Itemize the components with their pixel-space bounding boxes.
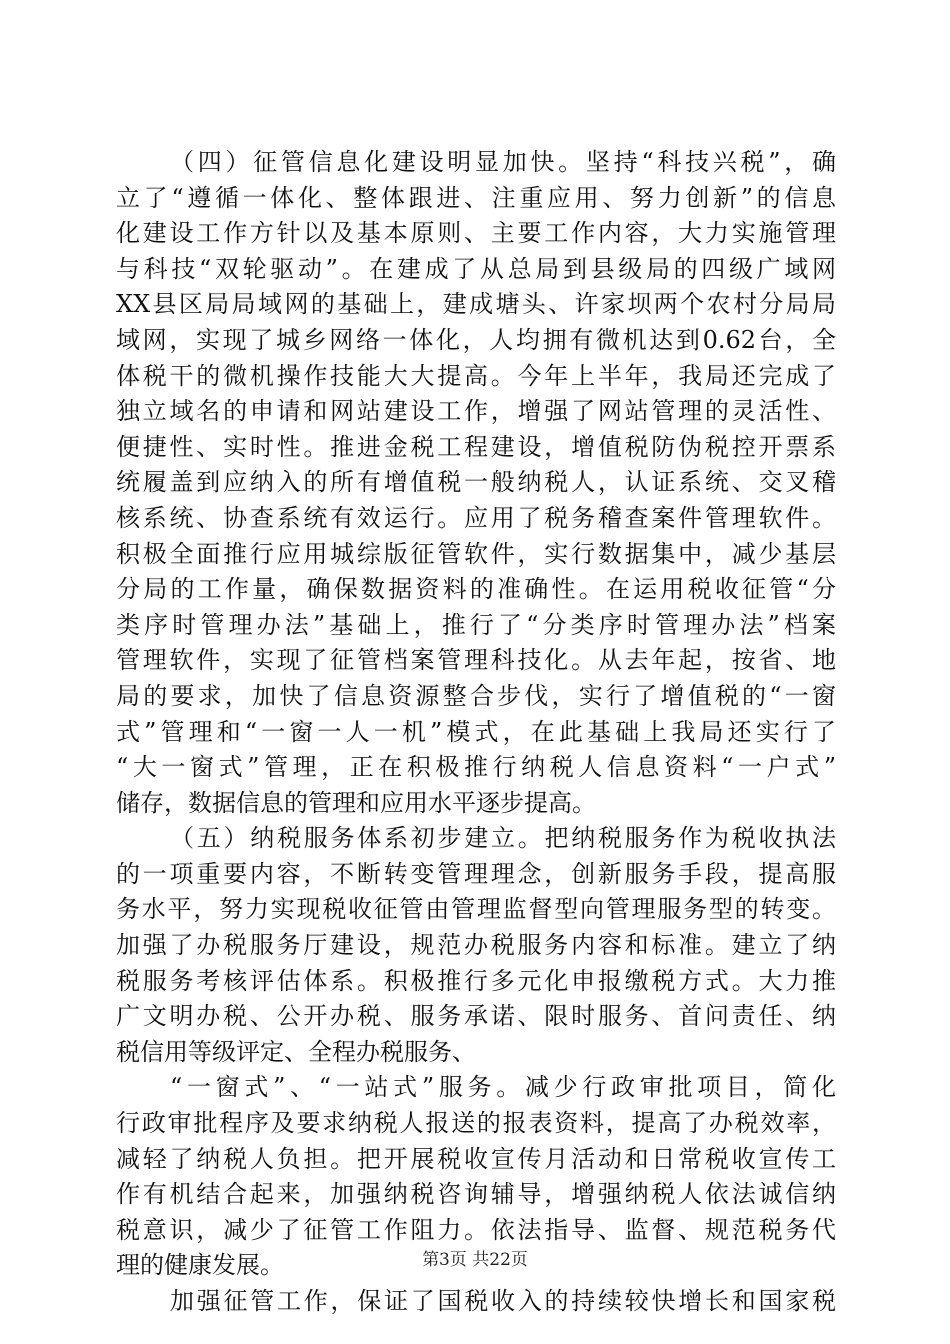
page-footer [0,1245,950,1270]
page-number-label: 第3页 共22页 [422,1250,528,1270]
text-line: 储存，数据信息的管理和应用水平逐步提高。 [116,788,596,817]
text-line: 税意识，减少了征管工作阻力。依法指导、监督、规范税务代 [116,1215,836,1244]
text-line: 行政审批程序及要求纳税人报送的报表资料，提高了办税效率， [116,1109,836,1138]
text-line: 统履盖到应纳入的所有增值税一般纳税人，认证系统、交叉稽 [116,468,836,497]
paragraph-5 [116,821,836,1070]
text-line: 积极全面推行应用城综版征管软件，实行数据集中，减少基层 [116,539,836,568]
text-line: 化建设工作方针以及基本原则、主要工作内容，大力实施管理 [116,219,836,248]
text-line: 体税干的微机操作技能大大提高。今年上半年，我局还完成了 [116,361,836,390]
paragraph-4 [116,145,836,821]
text-line: 与科技“双轮驱动”。在建成了从总局到县级局的四级广域网 [116,254,836,283]
document-body [116,145,836,1320]
text-line: 管理软件，实现了征管档案管理科技化。从去年起，按省、地 [116,646,836,675]
text-line: 独立域名的申请和网站建设工作，增强了网站管理的灵活性、 [116,397,836,426]
text-line: “一窗式”、“一站式”服务。减少行政审批项目，简化 [170,1073,836,1102]
text-line: XX县区局局域网的基础上，建成塘头、许家坝两个农村分局局 [116,290,836,319]
text-line: “大一窗式”管理，正在积极推行纳税人信息资料“一户式” [116,753,836,782]
text-line: 立了“遵循一体化、整体跟进、注重应用、努力创新”的信息 [116,183,836,212]
text-line: 税信用等级评定、全程办税服务、 [116,1037,476,1066]
text-line: 加强了办税服务厅建设，规范办税服务内容和标准。建立了纳 [116,931,836,960]
text-line: 减轻了纳税人负担。把开展税收宣传月活动和日常税收宣传工 [116,1144,836,1173]
text-line: 作有机结合起来，加强纳税咨询辅导，增强纳税人依法诚信纳 [116,1180,836,1209]
text-line: 的一项重要内容，不断转变管理理念，创新服务手段，提高服 [116,859,836,888]
text-line: （四）征管信息化建设明显加快。坚持“科技兴税”，确 [170,148,836,176]
text-line: 类序时管理办法”基础上，推行了“分类序时管理办法”档案 [116,610,836,639]
text-line: 核系统、协查系统有效运行。应用了税务稽查案件管理软件。 [116,503,836,532]
text-line: 务水平，努力实现税收征管由管理监督型向管理服务型的转变。 [116,895,836,924]
text-line: （五）纳税服务体系初步建立。把纳税服务作为税收执法 [170,824,836,853]
text-line: 广文明办税、公开办税、服务承诺、限时服务、首问责任、纳 [116,1002,836,1031]
text-line: 局的要求，加快了信息资源整合步伐，实行了增值税的“一窗 [116,681,836,710]
text-line: 域网，实现了城乡网络一体化，人均拥有微机达到0.62台，全 [116,325,836,354]
text-line: 理的健康发展。 [116,1251,284,1280]
text-line: 便捷性、实时性。推进金税工程建设，增值税防伪税控开票系 [116,432,836,461]
paragraph-6 [116,1284,836,1320]
text-line: 式”管理和“一窗一人一机”模式，在此基础上我局还实行了 [116,717,836,746]
text-line: 分局的工作量，确保数据资料的准确性。在运用税收征管“分 [116,575,836,604]
text-line: 税服务考核评估体系。积极推行多元化申报缴税方式。大力推 [116,966,836,995]
text-line: 加强征管工作，保证了国税收入的持续较快增长和国家税 [170,1287,836,1315]
